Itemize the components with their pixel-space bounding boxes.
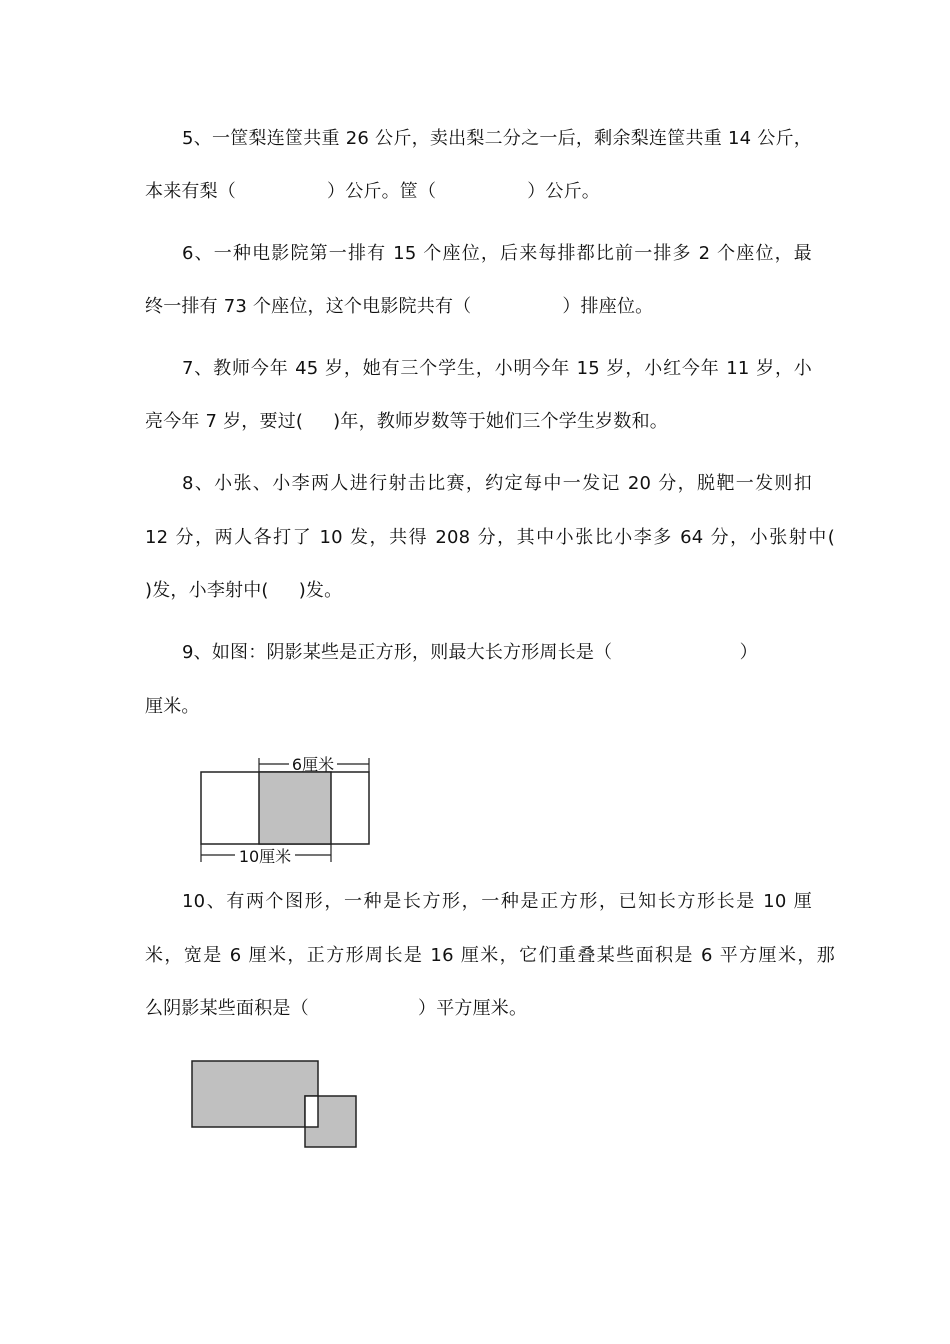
problem-10-line-2: 米，宽是 6 厘米，正方形周长是 16 厘米，它们重叠某些面积是 6 平方厘米，那	[145, 945, 835, 966]
problem-10-figure	[188, 1058, 363, 1153]
problem-8-line-2: 12 分，两人各打了 10 发，共得 208 分，其中小张比小李多 64 分，小张射中(	[145, 527, 835, 548]
bottom-dimension-label: 10厘米	[238, 847, 292, 866]
problem-7-line-2: 亮今年 7 岁，要过( )年，教师岁数等于她们三个学生岁数和。	[145, 411, 668, 432]
problem-9-line-1: 9、如图：阴影某些是正方形，则最大长方形周长是（ ）	[182, 642, 758, 663]
problem-8-line-3: )发，小李射中( )发。	[145, 580, 343, 601]
problem-5-line-2: 本来有梨（ ）公斤。筐（ ）公斤。	[145, 181, 600, 202]
shaded-rectangle	[192, 1061, 318, 1127]
shaded-square	[259, 772, 331, 844]
problem-6-line-2: 终一排有 73 个座位，这个电影院共有（ ）排座位。	[145, 296, 654, 317]
overlap-region	[305, 1096, 318, 1127]
problem-10-line-1: 10、有两个图形，一种是长方形，一种是正方形，已知长方形长是 10 厘	[182, 891, 812, 912]
top-dimension-label: 6厘米	[291, 755, 335, 774]
problem-10-line-3: 么阴影某些面积是（ ）平方厘米。	[145, 998, 528, 1019]
problem-9-figure	[195, 752, 380, 867]
problem-5-line-1: 5、一筐梨连筐共重 26 公斤，卖出梨二分之一后，剩余梨连筐共重 14 公斤，	[182, 128, 812, 149]
problem-7-line-1: 7、教师今年 45 岁，她有三个学生，小明今年 15 岁，小红今年 11 岁，小	[182, 358, 812, 379]
problem-9-line-2: 厘米。	[145, 696, 200, 717]
problem-8-line-1: 8、小张、小李两人进行射击比赛，约定每中一发记 20 分，脱靶一发则扣	[182, 473, 812, 494]
problem-6-line-1: 6、一种电影院第一排有 15 个座位，后来每排都比前一排多 2 个座位，最	[182, 243, 812, 264]
